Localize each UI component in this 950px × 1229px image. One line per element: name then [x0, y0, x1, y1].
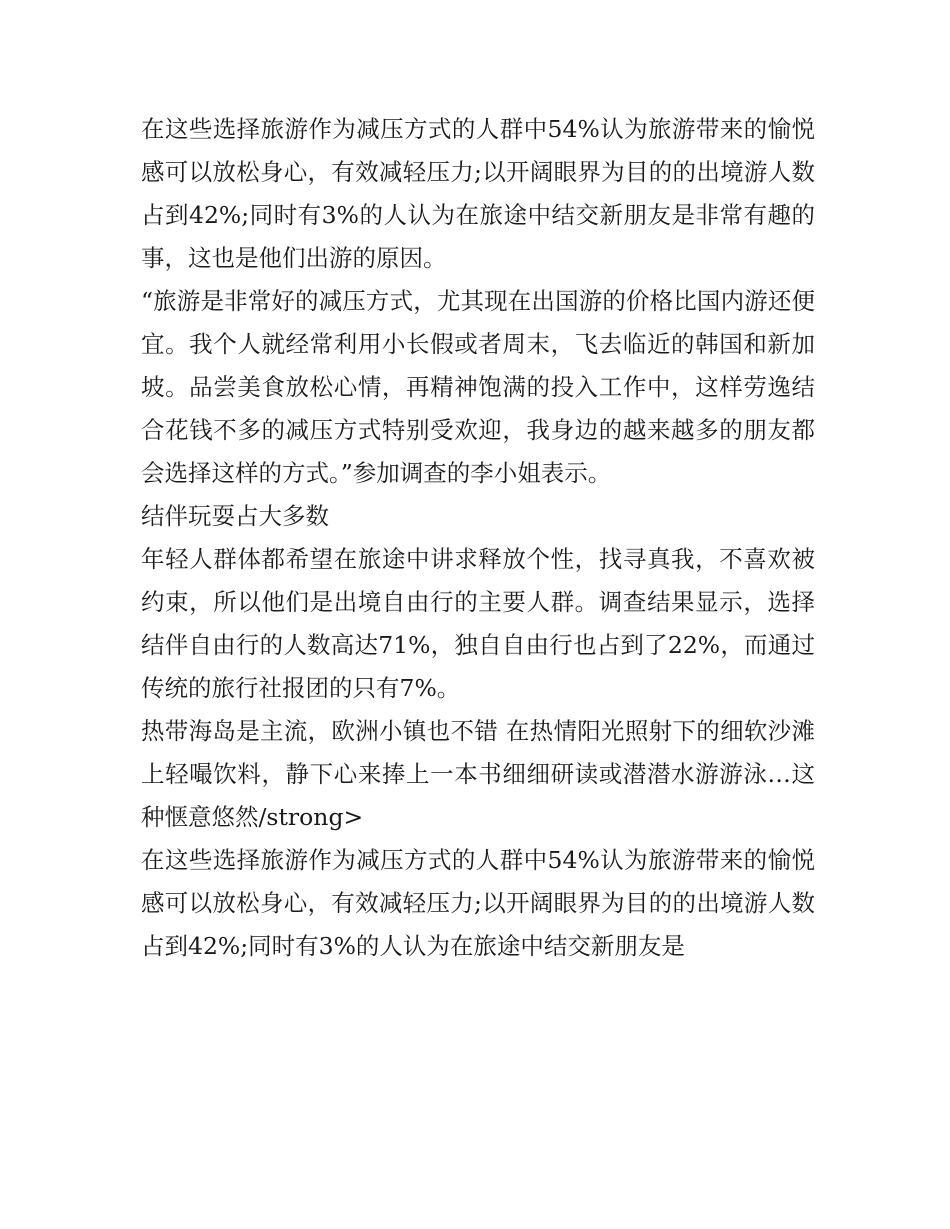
paragraph-free-travel-stats: 年轻人群体都希望在旅途中讲求释放个性，找寻真我，不喜欢被约束，所以他们是出境自由行的主要人群。调查结果显示，选择结伴自由行的人数高达71%，独自自由行也占到了22%，而通过传统的旅行社报团的只有7%。	[141, 545, 815, 702]
paragraph-quote-miss-li: “旅游是非常好的减压方式，尤其现在出国游的价格比国内游还便宜。我个人就经常利用小长假或者周末，飞去临近的韩国和新加坡。品尝美食放松心情，再精神饱满的投入工作中，这样劳逸结合花钱不多的减压方式特别受欢迎，我身边的越来越多的朋友都会选择这样的方式。”参加调查的李小姐表示。	[141, 287, 815, 487]
paragraph-survey-stats-repeat: 在这些选择旅游作为减压方式的人群中54%认为旅游带来的愉悦感可以放松身心，有效减轻压力;以开阔眼界为目的的出境游人数占到42%;同时有3%的人认为在旅途中结交新朋友是	[141, 846, 815, 960]
paragraph-tropical-islands: 热带海岛是主流，欧洲小镇也不错 在热情阳光照射下的细软沙滩上轻嘬饮料，静下心来捧上一本书细细研读或潜潜水游游泳…这种惬意悠然/strong>	[141, 717, 815, 831]
document-page	[141, 108, 815, 968]
paragraph-survey-stats: 在这些选择旅游作为减压方式的人群中54%认为旅游带来的愉悦感可以放松身心，有效减轻压力;以开阔眼界为目的的出境游人数占到42%;同时有3%的人认为在旅途中结交新朋友是非常有趣的事，这也是他们出游的原因。	[141, 115, 815, 272]
section-heading-group-travel: 结伴玩耍占大多数	[141, 502, 329, 530]
